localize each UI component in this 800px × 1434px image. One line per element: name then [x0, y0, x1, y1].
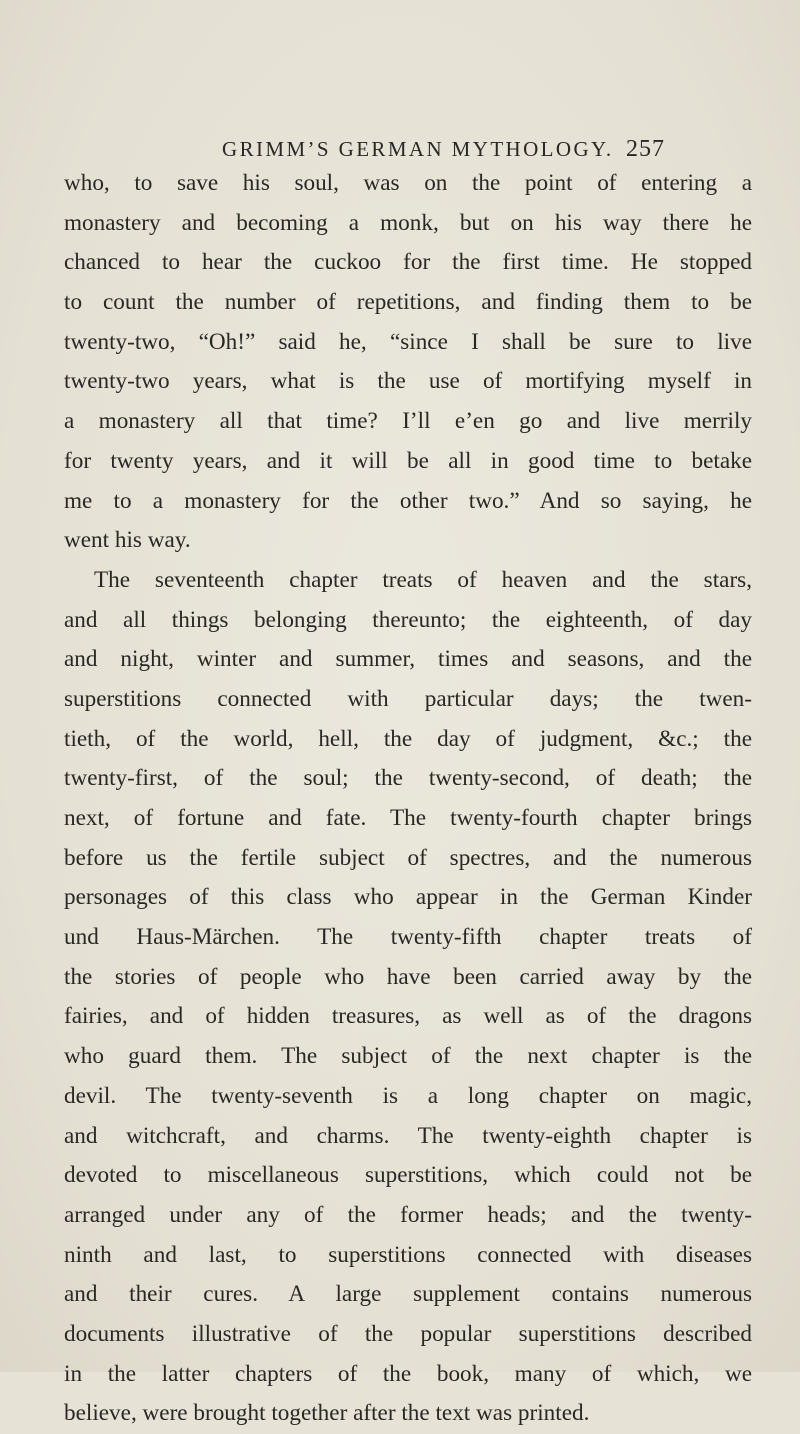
text-line: devil. The twenty-seventh is a long chapter on magic,	[64, 1082, 752, 1109]
text-line: personages of this class who appear in the German Kinder	[64, 884, 752, 911]
text-line: and their cures. A large supplement contains numerous	[64, 1281, 752, 1308]
text-line: who guard them. The subject of the next chapter is the	[64, 1043, 752, 1070]
text-line: und Haus-Märchen. The twenty-fifth chapter treats of	[64, 924, 752, 951]
page-number: 257	[626, 136, 665, 162]
text-line: twenty-two, “Oh!” said he, “since I shall be sure to live	[64, 328, 752, 355]
text-line: tieth, of the world, hell, the day of judgment, &c.; the	[64, 725, 752, 752]
text-line: devoted to miscellaneous superstitions, which could not be	[64, 1162, 752, 1189]
text-line: believe, were brought together after the text was printed.	[64, 1400, 590, 1427]
text-line: fairies, and of hidden treasures, as well as of the dragons	[64, 1003, 752, 1030]
text-line: arranged under any of the former heads; and the twenty-	[64, 1201, 752, 1228]
text-line: went his way.	[64, 527, 191, 554]
text-line: a monastery all that time? I’ll e’en go and live merrily	[64, 408, 752, 435]
text-line: who, to save his soul, was on the point of entering a	[64, 170, 752, 196]
text-line: twenty-two years, what is the use of mortifying myself in	[64, 368, 752, 395]
text-line: documents illustrative of the popular superstitions described	[64, 1320, 752, 1347]
text-line: and night, winter and summer, times and seasons, and the	[64, 646, 752, 673]
running-title: GRIMM’S GERMAN MYTHOLOGY.	[222, 137, 614, 161]
running-head	[0, 132, 800, 166]
text-line: next, of fortune and fate. The twenty-fourth chapter brings	[64, 805, 752, 831]
body-text	[64, 164, 752, 1434]
paragraph-1	[64, 164, 752, 561]
text-line: the stories of people who have been carried away by the	[64, 963, 752, 990]
text-line: superstitions connected with particular days; the twen-	[64, 685, 752, 712]
text-line: twenty-first, of the soul; the twenty-second, of death; the	[64, 765, 752, 792]
paragraph-2	[64, 561, 752, 1434]
text-line: and witchcraft, and charms. The twenty-eighth chapter is	[64, 1122, 752, 1149]
text-line: me to a monastery for the other two.” And so saying, he	[64, 487, 752, 514]
text-line: and all things belonging thereunto; the eighteenth, of day	[64, 606, 752, 633]
text-line: to count the number of repetitions, and finding them to be	[64, 289, 752, 316]
text-line: chanced to hear the cuckoo for the first time. He stopped	[64, 249, 752, 276]
text-line: monastery and becoming a monk, but on his way there he	[64, 209, 752, 236]
text-line: ninth and last, to superstitions connected with diseases	[64, 1241, 752, 1268]
text-line: in the latter chapters of the book, many of which, we	[64, 1360, 752, 1387]
text-line: The seventeenth chapter treats of heaven and the stars,	[94, 566, 752, 593]
text-line: for twenty years, and it will be all in good time to betake	[64, 447, 752, 474]
text-line: before us the fertile subject of spectres, and the numerous	[64, 844, 752, 871]
